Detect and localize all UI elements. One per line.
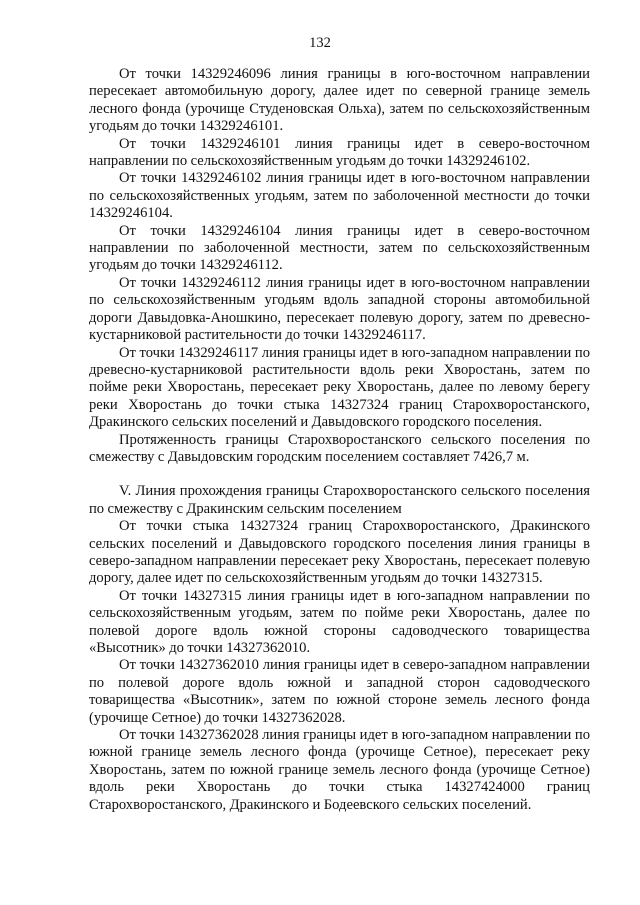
paragraph: От точки 14329246101 линия границы идет в северо-восточном направлении по сельскохозяйственным угодьям до точки 14329246102. bbox=[89, 135, 590, 170]
paragraph: От точки 14329246104 линия границы идет в северо-восточном направлении по заболоченной местности, затем по сельскохозяйственным угодьям до точки 14329246112. bbox=[89, 222, 590, 274]
page-number: 132 bbox=[309, 35, 331, 51]
paragraph: От точки 14329246117 линия границы идет в юго-западном направлении по древесно-кустарниковой растительности вдоль реки Хворостань, затем по пойме реки Хворостань, пересекает реку Хворостань, далее по левому берегу реки Хворостань до точки стыка 14327324 границ Старохворостанского, Дракинского сельских поселений и Давыдовского городского поселения. bbox=[89, 344, 590, 431]
boundary-length-summary: Протяженность границы Старохворостанского сельского поселения по смежеству с Давыдовским городским поселением составляет 7426,7 м. bbox=[89, 431, 590, 465]
paragraph: От точки 14327315 линия границы идет в юго-западном направлении по сельскохозяйственным угодьям, затем по пойме реки Хворостань, далее по полевой дороге вдоль южной стороны садоводческого товарищества «Высотник» до точки 14327362010. bbox=[89, 587, 590, 656]
section-spacer bbox=[89, 466, 590, 483]
paragraph: От точки 14329246096 линия границы в юго-восточном направлении пересекает автомобильную дорогу, далее идет по северной границе земель лесного фонда (урочище Студеновская Ольха), затем по сельскохозяйственным угодьям до точки 14329246101. bbox=[89, 66, 590, 135]
document-body bbox=[89, 66, 590, 814]
paragraph: От точки 14327362010 линия границы идет в северо-западном направлении по полевой дороге вдоль южной и западной сторон садоводческого товарищества «Высотник», затем по южной стороне земель лесного фонда (урочище Сетное) до точки 14327362028. bbox=[89, 657, 590, 726]
paragraph: От точки 14327362028 линия границы идет в юго-западном направлении по южной границе земель лесного фонда (урочище Сетное), пересекает реку Хворостань, затем по южной границе земель лесного фонда (урочище Сетное) вдоль реки Хворостань до точки стыка 14327424000 границ Старохворостанского, Дракинского и Бодеевского сельских поселений. bbox=[89, 727, 590, 813]
section-heading: V. Линия прохождения границы Старохворостанского сельского поселения по смежеству с Дракинским сельским поселением bbox=[89, 483, 590, 517]
paragraph: От точки 14329246112 линия границы идет в юго-восточном направлении по сельскохозяйственным угодьям вдоль западной стороны автомобильной дороги Давыдовка-Аношкино, пересекает полевую дорогу, затем по древесно-кустарниковой растительности до точки 14329246117. bbox=[89, 274, 590, 344]
paragraph: От точки 14329246102 линия границы идет в юго-восточном направлении по сельскохозяйственных угодьям, затем по заболоченной местности до точки 14329246104. bbox=[89, 170, 590, 222]
paragraph: От точки стыка 14327324 границ Старохворостанского, Дракинского сельских поселений и Давыдовского городского поселения линия границы в северо-западном направлении пересекает реку Хворостань, пересекает полевую дорогу, далее идет по сельскохозяйственным угодьям до точки 14327315. bbox=[89, 518, 590, 587]
